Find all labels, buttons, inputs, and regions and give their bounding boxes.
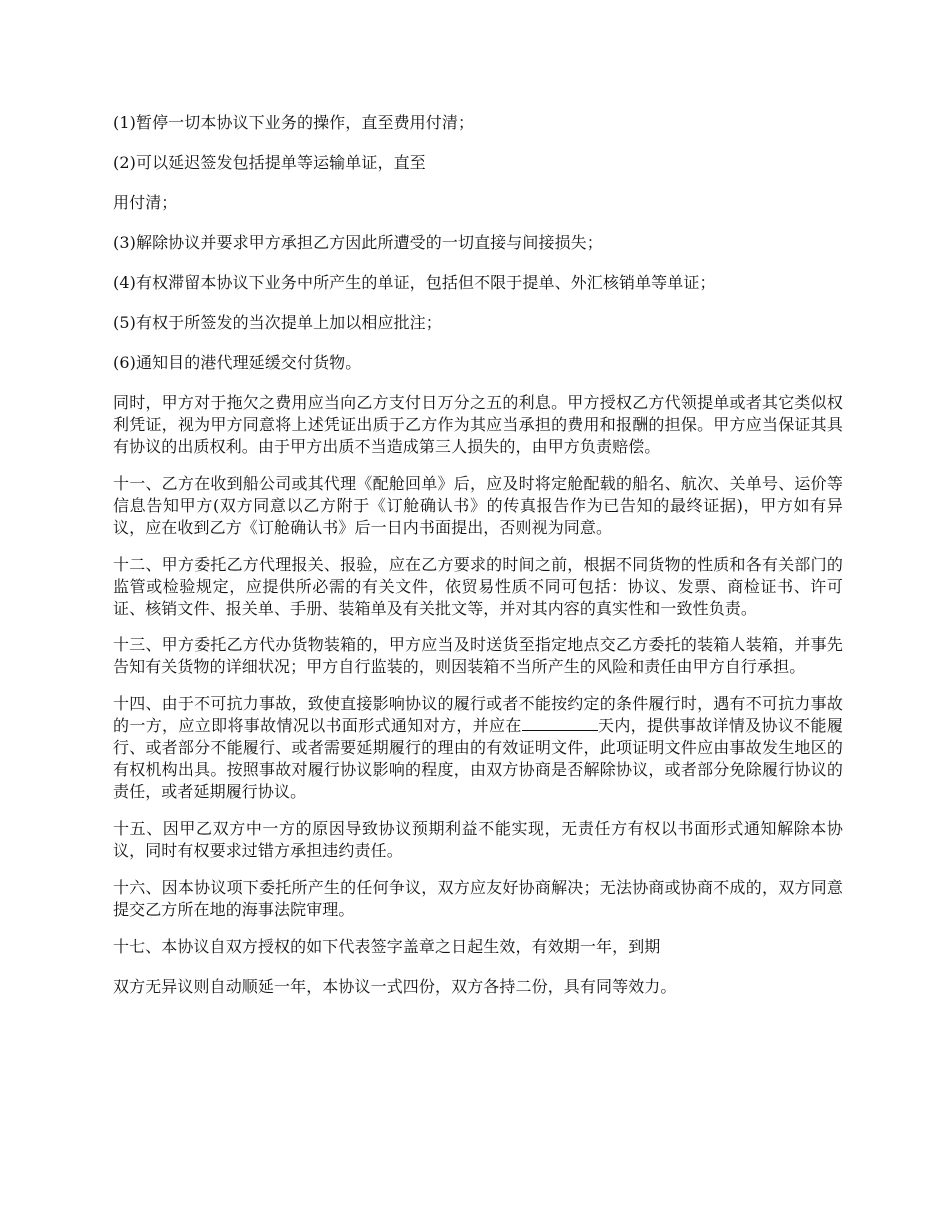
clause-12: 十二、甲方委托乙方代理报关、报验，应在乙方要求的时间之前，根据不同货物的性质和各有关部门的监管或检验规定，应提供所必需的有关文件，依贸易性质不同可包括：协议、发票、商检证书、许可证、核销文件、报关单、手册、装箱单及有关批文等，并对其内容的真实性和一致性负责。	[113, 554, 843, 618]
clause-15: 十五、因甲乙双方中一方的原因导致协议预期利益不能实现，无责任方有权以书面形式通知解除本协议，同时有权要求过错方承担违约责任。	[113, 818, 843, 860]
clause-17-continuation: 双方无异议则自动顺延一年，本协议一式四份，双方各持二份，具有同等效力。	[113, 976, 677, 996]
interest-paragraph: 同时，甲方对于拖欠之费用应当向乙方支付日万分之五的利息。甲方授权乙方代领提单或者其它类似权利凭证，视为甲方同意将上述凭证出质于乙方作为其应当承担的费用和报酬的担保。甲方应当保证其具有协议的出质权利。由于甲方出质不当造成第三人损失的，由甲方负责赔偿。	[113, 393, 843, 456]
clause-item-5: (5)有权于所签发的当次提单上加以相应批注；	[113, 313, 442, 332]
clause-11: 十一、乙方在收到船公司或其代理《配舱回单》后，应及时将定舱配载的船名、航次、关单号、运价等信息告知甲方(双方同意以乙方附于《订舱确认书》的传真报告作为已告知的最终证据)，甲方如有异议，应在收到乙方《订舱确认书》后一日内书面提出，否则视为同意。	[113, 473, 843, 537]
clause-13: 十三、甲方委托乙方代办货物装箱的，甲方应当及时送货至指定地点交乙方委托的装箱人装箱，并事先告知有关货物的详细状况；甲方自行监装的，则因装箱不当所产生的风险和责任由甲方自行承担。	[113, 635, 843, 677]
clause-item-1: (1)暂停一切本协议下业务的操作，直至费用付清；	[113, 113, 475, 132]
clause-16: 十六、因本协议项下委托所产生的任何争议，双方应友好协商解决；无法协商或协商不成的，双方同意提交乙方所在地的海事法院审理。	[113, 877, 843, 919]
clause-item-2: (2)可以延迟签发包括提单等运输单证，直至	[113, 153, 426, 172]
document-page	[113, 112, 843, 1016]
clause-item-2-continuation: 用付清；	[113, 193, 178, 212]
clause-17: 十七、本协议自双方授权的如下代表签字盖章之日起生效，有效期一年，到期	[113, 936, 661, 956]
clause-14	[113, 693, 843, 803]
clause-item-3: (3)解除协议并要求甲方承担乙方因此所遭受的一切直接与间接损失；	[113, 233, 603, 252]
days-blank-field	[522, 716, 598, 731]
clause-14-after-blank: 天内，提供事故详情及协议不能履行、或者部分不能履行、或者需要延期履行的理由的有效证明文件，此项证明文件应由事故发生地区的有权机构出具。按照事故对履行协议影响的程度，由双方协商是否解除协议，或者部分免除履行协议的责任，或者延期履行协议。	[113, 716, 843, 802]
clause-item-6: (6)通知目的港代理延缓交付货物。	[113, 353, 362, 372]
clause-item-4: (4)有权滞留本协议下业务中所产生的单证，包括但不限于提单、外汇核销单等单证；	[113, 273, 716, 292]
clause-14-before-blank: 十四、由于不可抗力事故，致使直接影响协议的履行或者不能按约定的条件履行时，遇有不可抗力事故的一方，应立即将事故情况以书面形式通知对方，并应在	[113, 694, 843, 736]
